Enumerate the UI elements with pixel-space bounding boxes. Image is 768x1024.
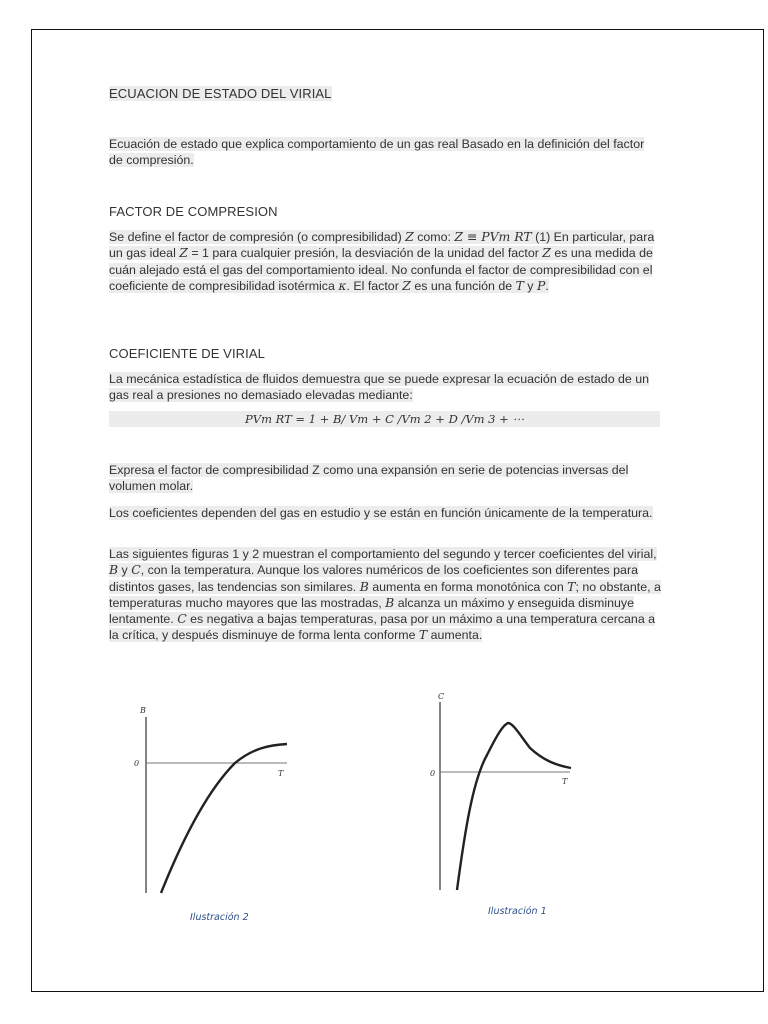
coef-dep-paragraph	[109, 505, 661, 521]
b-symbol: B	[109, 562, 119, 578]
virial-equation: PVm RT = 1 + B/ Vm + C /Vm 2 + D /Vm 3 + ⋯	[109, 411, 660, 427]
factor-equation: Z ≡ PVm RT	[454, 229, 532, 244]
figures-paragraph	[109, 546, 661, 644]
figs-text-i: ; no obstante, a temperaturas mucho mayores que las mostradas,	[109, 579, 661, 610]
y-axis-label: B	[140, 706, 146, 715]
c-symbol: C	[177, 611, 187, 627]
figs-text-c: y	[118, 563, 132, 578]
b-symbol: B	[359, 578, 369, 594]
t-symbol: T	[515, 277, 524, 293]
figure-b-vs-t	[135, 703, 305, 898]
factor-text-9: .	[545, 278, 549, 293]
c-curve	[457, 723, 571, 890]
figure-caption-left: Ilustración 2	[190, 912, 249, 923]
factor-text-4: = 1 para cualquier presión, la desviación de la unidad del factor	[187, 246, 543, 261]
c-symbol: C	[131, 562, 141, 578]
factor-text-2: como:	[413, 230, 455, 244]
figs-text-a: Las siguientes figuras 1 y 2 muestran el comportamiento del segundo y tercer coeficientes del virial,	[109, 547, 657, 561]
figs-text-e: , con la temperatura. Aunque los valores numéricos de los coeficientes son diferentes para distintos gases, las tendencias son similares.	[109, 563, 638, 594]
figure-c-vs-t	[425, 690, 577, 895]
expresa-text: Expresa el factor de compresibilidad Z como una expansión en serie de potencias inversas del volumen molar.	[109, 463, 629, 494]
factor-heading: FACTOR DE COMPRESION	[109, 204, 278, 219]
factor-z-symbol: Z	[179, 245, 188, 261]
x-axis-label: T	[278, 769, 284, 778]
coef-intro-paragraph	[109, 371, 661, 404]
figs-text-k: alcanza un máximo y enseguida disminuye lentamente.	[109, 595, 634, 627]
factor-z-symbol: Z	[405, 229, 414, 244]
zero-label: 0	[134, 759, 140, 768]
factor-text-3: (1) En particular, para un gas ideal	[109, 230, 655, 261]
p-symbol: P	[536, 277, 546, 293]
kappa-symbol: κ	[338, 277, 347, 293]
factor-text-6: . El factor	[346, 278, 403, 293]
y-axis-label: C	[438, 692, 445, 701]
factor-z-symbol: Z	[542, 245, 551, 261]
t-symbol: T	[567, 578, 576, 594]
factor-text-1: Se define el factor de compresión (o compresibilidad)	[109, 230, 406, 244]
figs-text-m: es negativa a bajas temperaturas, pasa por un máximo a una temperatura cercana a la crítica, y después disminuye de forma lenta conforme	[109, 612, 656, 643]
factor-paragraph	[109, 229, 661, 294]
coef-intro-text: La mecánica estadística de fluidos demuestra que se puede expresar la ecuación de estado de un gas real a presiones no demasiado elevadas mediante:	[109, 372, 650, 403]
b-curve	[161, 744, 287, 893]
coef-dep-text: Los coeficientes dependen del gas en estudio y se están en función únicamente de la temperatura.	[109, 506, 653, 520]
figure-caption-right: Ilustración 1	[488, 906, 547, 917]
expresa-paragraph	[109, 462, 661, 495]
document-title: ECUACION DE ESTADO DEL VIRIAL	[109, 86, 332, 101]
factor-text-5: es una medida de cuán alejado está el gas del comportamiento ideal. No confunda el factor de compresibilidad con el coeficiente de compresibilidad isotérmica	[109, 246, 653, 293]
zero-label: 0	[430, 769, 436, 778]
factor-z-symbol: Z	[402, 277, 411, 293]
factor-text-7: es una función de	[410, 278, 516, 293]
x-axis-label: T	[562, 777, 568, 786]
b-symbol: B	[385, 594, 395, 610]
intro-paragraph	[109, 136, 661, 169]
t-symbol: T	[418, 627, 428, 643]
figs-text-g: aumenta en forma monotónica con	[368, 579, 568, 594]
figs-text-o: aumenta.	[427, 628, 483, 643]
coef-heading: COEFICIENTE DE VIRIAL	[109, 346, 265, 361]
intro-text: Ecuación de estado que explica comportamiento de un gas real Basado en la definición del factor de compresión.	[109, 137, 645, 168]
factor-text-8: y	[523, 278, 537, 293]
